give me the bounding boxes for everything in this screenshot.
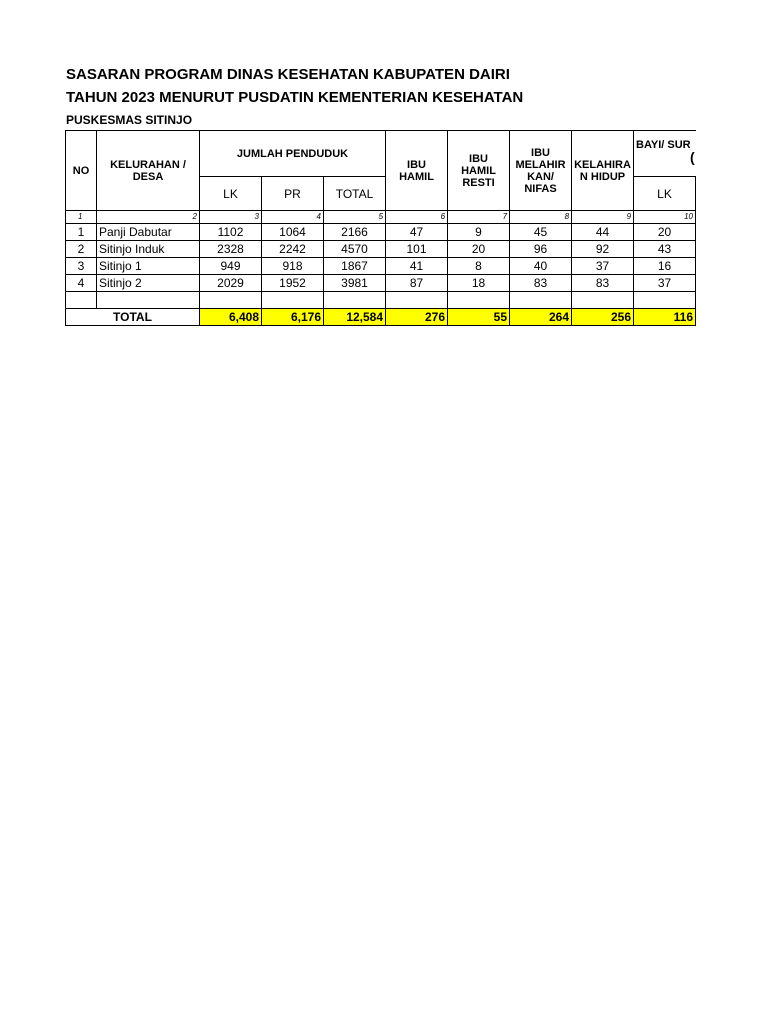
header-bayi-tail: ( [690, 149, 695, 165]
header-bayi: BAYI/ SUR [634, 131, 696, 177]
index-cell: 5 [324, 211, 386, 224]
cell-desa: Panji Dabutar [97, 224, 200, 241]
cell-ibu-hamil: 47 [386, 224, 448, 241]
empty-row [66, 292, 697, 309]
title-line-1: SASARAN PROGRAM DINAS KESEHATAN KABUPATEN DAIRI [66, 66, 510, 83]
cell-desa: Sitinjo 2 [97, 275, 200, 292]
total-row [66, 309, 697, 326]
cell-total: 2166 [324, 224, 386, 241]
index-cell: 8 [510, 211, 572, 224]
total-total: 12,584 [324, 309, 386, 326]
title-line-2: TAHUN 2023 MENURUT PUSDATIN KEMENTERIAN KESEHATAN [66, 89, 524, 106]
cell-no: 4 [66, 275, 97, 292]
cell-hidup: 37 [572, 258, 634, 275]
table-row [66, 241, 697, 258]
index-cell: 7 [448, 211, 510, 224]
index-cell: 9 [572, 211, 634, 224]
index-cell: 10 [634, 211, 696, 224]
cell-bayi-lk: 20 [634, 224, 696, 241]
header-bayi-lk: LK [634, 177, 696, 211]
cell-desa: Sitinjo 1 [97, 258, 200, 275]
table-row [66, 224, 697, 241]
total-nifas: 264 [510, 309, 572, 326]
index-cell: 3 [200, 211, 262, 224]
cell-nifas: 96 [510, 241, 572, 258]
cell-ibu-hamil: 41 [386, 258, 448, 275]
cell-lk: 1102 [200, 224, 262, 241]
cell-nifas: 40 [510, 258, 572, 275]
cell-no: 3 [66, 258, 97, 275]
cell-resti: 9 [448, 224, 510, 241]
index-row [66, 211, 697, 224]
total-lk: 6,408 [200, 309, 262, 326]
header-total: TOTAL [324, 177, 386, 211]
cell-resti: 8 [448, 258, 510, 275]
cell-hidup: 44 [572, 224, 634, 241]
header-ibu-melahirkan: IBU MELAHIR KAN/ NIFAS [510, 131, 572, 211]
total-ibu-hamil: 276 [386, 309, 448, 326]
cell-resti: 20 [448, 241, 510, 258]
cell-total: 4570 [324, 241, 386, 258]
header-desa: KELURAHAN / DESA [97, 131, 200, 211]
table-container [65, 130, 696, 334]
index-cell: 2 [97, 211, 200, 224]
header-lk: LK [200, 177, 262, 211]
index-cell: 4 [262, 211, 324, 224]
cell-bayi-lk: 16 [634, 258, 696, 275]
cell-ibu-hamil: 101 [386, 241, 448, 258]
cell-nifas: 83 [510, 275, 572, 292]
cell-nifas: 45 [510, 224, 572, 241]
total-pr: 6,176 [262, 309, 324, 326]
cell-no: 2 [66, 241, 97, 258]
total-resti: 55 [448, 309, 510, 326]
index-cell: 1 [66, 211, 97, 224]
cell-ibu-hamil: 87 [386, 275, 448, 292]
total-label: TOTAL [66, 309, 200, 326]
cell-lk: 2029 [200, 275, 262, 292]
cell-pr: 1952 [262, 275, 324, 292]
total-hidup: 256 [572, 309, 634, 326]
cell-pr: 2242 [262, 241, 324, 258]
cell-lk: 949 [200, 258, 262, 275]
cell-desa: Sitinjo Induk [97, 241, 200, 258]
index-cell: 6 [386, 211, 448, 224]
sasaran-table [65, 130, 696, 326]
total-bayi-lk: 116 [634, 309, 696, 326]
cell-lk: 2328 [200, 241, 262, 258]
cell-resti: 18 [448, 275, 510, 292]
table-row [66, 275, 697, 292]
cell-hidup: 92 [572, 241, 634, 258]
cell-hidup: 83 [572, 275, 634, 292]
cell-total: 1867 [324, 258, 386, 275]
header-kelahiran-hidup: KELAHIRA N HIDUP [572, 131, 634, 211]
cell-no: 1 [66, 224, 97, 241]
subtitle: PUSKESMAS SITINJO [66, 113, 193, 127]
cell-bayi-lk: 43 [634, 241, 696, 258]
header-ibu-hamil: IBU HAMIL [386, 131, 448, 211]
header-ibu-hamil-resti: IBU HAMIL RESTI [448, 131, 510, 211]
header-no: NO [66, 131, 97, 211]
table-row [66, 258, 697, 275]
header-jumlah-penduduk: JUMLAH PENDUDUK [200, 131, 386, 177]
cell-total: 3981 [324, 275, 386, 292]
header-row-1 [66, 131, 697, 177]
cell-pr: 918 [262, 258, 324, 275]
cell-pr: 1064 [262, 224, 324, 241]
header-pr: PR [262, 177, 324, 211]
cell-bayi-lk: 37 [634, 275, 696, 292]
